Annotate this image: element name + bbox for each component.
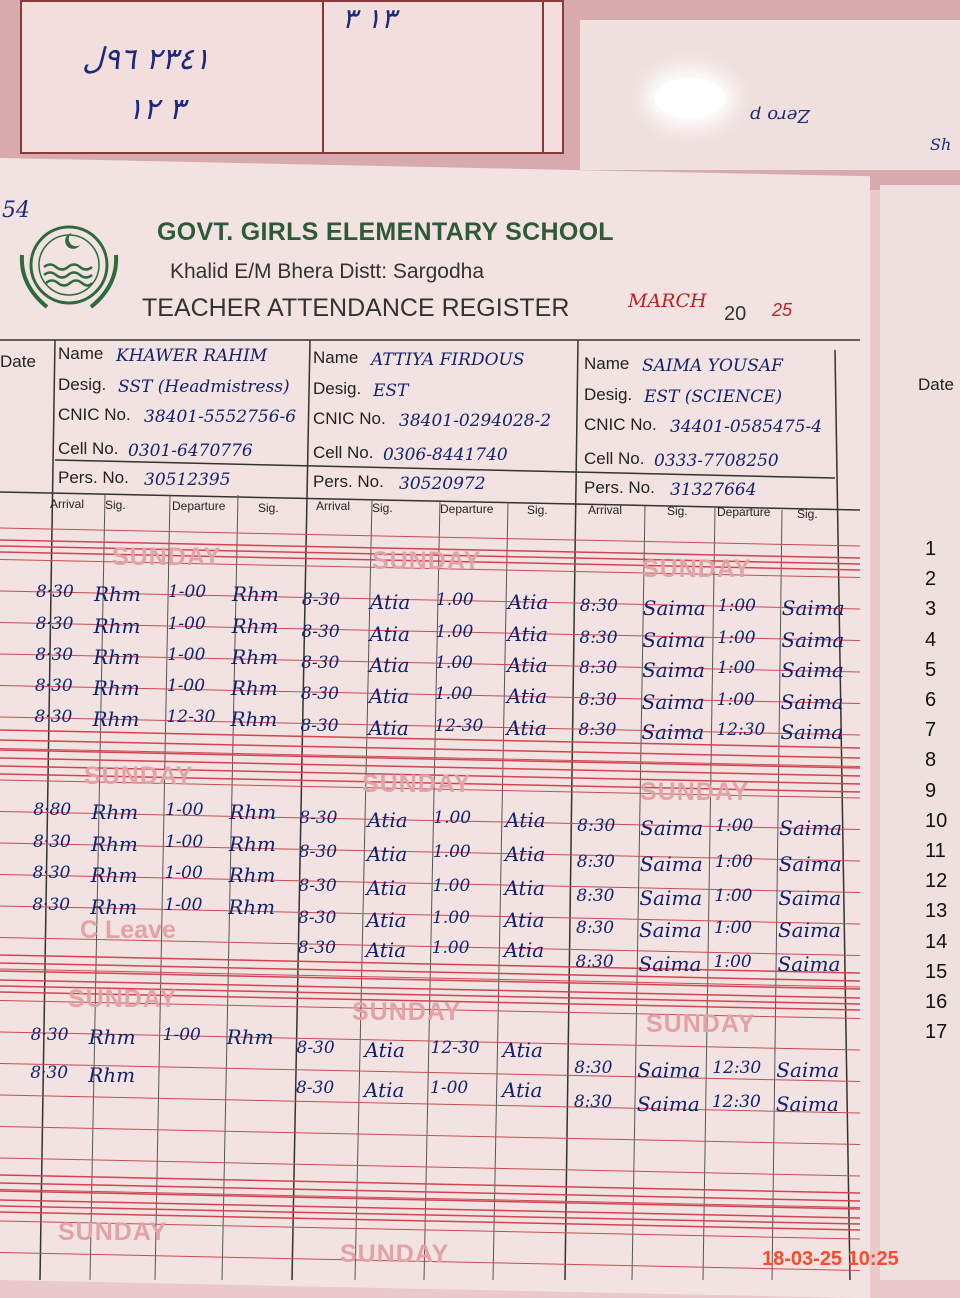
arrival-signature: Atia <box>367 808 408 832</box>
arrival-signature: Rhm <box>90 895 138 919</box>
departure-time: 1-00 <box>162 1025 201 1045</box>
departure-signature: Atia <box>506 716 547 740</box>
arrival-signature: Atia <box>366 842 408 866</box>
pers-label: Pers. No. <box>584 478 655 497</box>
arrival-signature: Rhm <box>90 832 138 856</box>
arrival-time: 8·30 <box>35 582 74 602</box>
arrival-column-header: Arrival <box>316 499 351 514</box>
arrival-time: 8:30 <box>577 816 616 836</box>
arrival-time: 8-30 <box>297 938 336 958</box>
desig-label: Desig. <box>58 374 107 394</box>
right-page-row-number: 17 <box>925 1021 948 1044</box>
arrival-signature: Rhm <box>88 1025 136 1049</box>
departure-signature: Saima <box>779 816 843 840</box>
departure-time: 1-00 <box>164 863 203 883</box>
arrival-time: 8-30 <box>298 876 337 896</box>
departure-time: 1.00 <box>435 653 473 673</box>
corner-mark: 54 <box>2 198 30 223</box>
register-year-suffix: 25 <box>772 300 793 320</box>
arrival-time: 8·80 <box>33 800 72 820</box>
arrival-time: 8:30 <box>579 596 618 616</box>
register-year-prefix: 20 <box>724 303 747 325</box>
arrival-time: 8-30 <box>298 842 338 862</box>
background-note: Zero p <box>750 105 810 126</box>
cnic-label: CNIC No. <box>58 405 131 424</box>
arrival-signature: Atia <box>364 1078 405 1102</box>
cnic-label: CNIC No. <box>584 415 657 434</box>
teacher-cnic: 38401-5552756-6 <box>144 407 297 427</box>
departure-time: 1:00 <box>717 628 756 648</box>
arrival-signature: Atia <box>369 622 410 646</box>
arrival-signature: Atia <box>369 590 411 614</box>
teacher-desig: EST <box>373 380 409 401</box>
departure-time: 12:30 <box>711 1092 761 1112</box>
departure-time: 1:00 <box>713 952 752 972</box>
arrival-signature: Rhm <box>90 863 138 887</box>
arrival-signature: Saima <box>641 720 705 744</box>
departure-time: 1:00 <box>717 658 756 678</box>
right-page-row-number: 15 <box>925 960 948 983</box>
background-note: Sh <box>930 135 952 154</box>
teacher-cnic: 34401-0585475-4 <box>670 417 823 437</box>
arrival-time: 8·30 <box>32 832 71 852</box>
arrival-time: 8-30 <box>300 716 339 736</box>
arrival-signature: Rhm <box>93 614 141 638</box>
sunday-mark: SUNDAY <box>352 998 462 1026</box>
arrival-signature: Rhm <box>91 800 139 824</box>
arrival-time: 8·30 <box>35 645 74 665</box>
departure-signature: Atia <box>503 938 545 962</box>
right-page-row-number: 4 <box>925 628 937 651</box>
departure-signature: Atia <box>504 876 545 900</box>
arrival-signature: Atia <box>364 1038 405 1062</box>
departure-signature: Rhm <box>226 1025 274 1049</box>
right-page-row-number: 3 <box>925 598 937 621</box>
school-name: GOVT. GIRLS ELEMENTARY SCHOOL <box>157 218 614 246</box>
arrival-time: 8:30 <box>579 628 618 648</box>
departure-signature: Atia <box>504 908 545 932</box>
desig-label: Desig. <box>584 384 633 404</box>
background-paper <box>580 20 960 170</box>
arrival-time: 8:30 <box>579 658 618 678</box>
departure-time: 1.00 <box>434 684 473 704</box>
arrival-signature: Saima <box>636 1092 700 1116</box>
departure-time: 1.00 <box>435 622 474 642</box>
background-note: ٢٣٤١ ٩٦ل <box>82 42 211 77</box>
arrival-signature: Rhm <box>92 707 140 731</box>
departure-time: 1-00 <box>167 582 207 602</box>
arrival-signature: Atia <box>366 908 407 932</box>
next-page <box>880 185 960 1280</box>
right-page-row-number: 8 <box>925 749 937 772</box>
teacher-name: ATTIYA FIRDOUS <box>371 350 525 370</box>
right-page-row-number: 13 <box>925 900 948 923</box>
sunday-mark: SUNDAY <box>112 543 222 571</box>
departure-signature: Rhm <box>231 645 279 669</box>
right-page-row-number: 9 <box>925 779 937 802</box>
right-page-row-number: 7 <box>925 719 937 742</box>
departure-signature: Atia <box>506 684 548 708</box>
arrival-time: 8:30 <box>574 1058 613 1078</box>
departure-signature: Saima <box>777 918 841 942</box>
departure-signature: Atia <box>504 842 546 866</box>
teacher-desig: EST (SCIENCE) <box>644 386 783 407</box>
departure-time: 1:00 <box>713 918 753 938</box>
arrival-signature: Saima <box>638 952 702 976</box>
departure-signature: Saima <box>780 690 844 714</box>
teacher-name: KHAWER RAHIM <box>116 346 268 366</box>
right-page-row-number: 14 <box>925 930 948 953</box>
arrival-time: 8·30 <box>32 895 71 915</box>
departure-time: 1:00 <box>715 816 754 836</box>
teacher-cell: 0301-6470776 <box>128 440 253 461</box>
departure-time: 1-00 <box>166 676 206 696</box>
arrival-time: 8-30 <box>300 684 339 704</box>
departure-signature: Rhm <box>231 614 279 638</box>
arrival-signature: Saima <box>637 1058 701 1082</box>
arrival-signature: Saima <box>638 918 702 942</box>
arrival-signature: Saima <box>642 596 706 620</box>
departure-signature: Saima <box>780 720 844 744</box>
sunday-mark: SUNDAY <box>84 762 194 790</box>
arrival-time: 8:30 <box>576 852 615 872</box>
background-note: ١٣ ٣ <box>342 2 397 35</box>
departure-signature: Rhm <box>229 800 277 824</box>
cell-label: Cell No. <box>58 438 119 458</box>
arrival-signature: Saima <box>642 658 705 682</box>
departure-time: 12:30 <box>716 720 766 740</box>
name-label: Name <box>58 344 104 363</box>
departure-signature: Rhm <box>230 707 278 731</box>
photo-timestamp: 18-03-25 10:25 <box>762 1248 899 1270</box>
departure-signature: Saima <box>778 886 842 910</box>
teacher-pers: 31327664 <box>670 480 757 500</box>
teacher-pers: 30520972 <box>399 474 486 494</box>
departure-time: 1:00 <box>714 886 753 906</box>
arrival-signature: Saima <box>642 628 706 652</box>
desig-label: Desig. <box>313 378 362 398</box>
sunday-mark: SUNDAY <box>642 555 752 583</box>
right-page-row-number: 2 <box>925 568 937 591</box>
departure-signature: Rhm <box>228 863 276 887</box>
arrival-signature: Saima <box>639 852 703 876</box>
departure-time: 1:00 <box>717 596 756 616</box>
arrival-time: 8·30 <box>34 676 73 696</box>
arrival-signature: Atia <box>369 653 410 677</box>
departure-time: 1.00 <box>432 908 470 928</box>
arrival-time: 8-30 <box>301 622 340 642</box>
arrival-time: 8-30 <box>296 1038 335 1058</box>
departure-signature: Atia <box>502 1038 543 1062</box>
arrival-signature: Rhm <box>93 582 141 606</box>
register-month: MARCH <box>628 290 707 312</box>
pers-label: Pers. No. <box>313 472 384 491</box>
departure-signature: Atia <box>507 590 549 614</box>
departure-signature: Saima <box>781 628 845 652</box>
departure-signature: Saima <box>778 852 842 876</box>
departure-signature: Rhm <box>228 895 276 919</box>
departure-column-header: Departure <box>717 505 771 520</box>
departure-time: 1.00 <box>433 808 472 828</box>
teacher-cnic: 38401-0294028-2 <box>399 411 552 431</box>
arrival-time: 8·30 <box>30 1063 69 1083</box>
date-header: Date <box>0 352 36 371</box>
right-page-row-number: 6 <box>925 689 937 711</box>
arrival-time: 8·30 <box>35 614 74 634</box>
departure-time: 1-00 <box>167 614 206 634</box>
signature-column-header: Sig. <box>372 500 393 515</box>
departure-signature: Saima <box>777 952 841 976</box>
right-page-row-number: 16 <box>925 991 948 1013</box>
right-page-row-number: 1 <box>925 538 937 560</box>
departure-signature: Rhm <box>231 582 279 606</box>
departure-signature: Rhm <box>230 676 278 700</box>
arrival-time: 8:30 <box>576 886 615 906</box>
background-note: ٣ ١٢ <box>127 92 185 127</box>
right-page-row-number: 5 <box>925 658 937 681</box>
cnic-label: CNIC No. <box>313 409 386 428</box>
sunday-mark: SUNDAY <box>340 1240 450 1268</box>
departure-time: 1.00 <box>431 938 470 958</box>
sunday-mark: SUNDAY <box>58 1218 168 1246</box>
arrival-signature: Saima <box>640 816 704 840</box>
departure-signature: Rhm <box>228 832 276 856</box>
sunday-mark: SUNDAY <box>646 1010 756 1038</box>
departure-time: 1-00 <box>164 832 204 852</box>
departure-column-header: Departure <box>172 499 226 514</box>
signature-column-header: Sig. <box>527 503 548 517</box>
name-label: Name <box>584 354 630 373</box>
arrival-signature: Saima <box>639 886 703 910</box>
departure-time: 12-30 <box>434 716 484 736</box>
right-page-row-number: 12 <box>925 870 948 893</box>
departure-signature: Atia <box>505 808 546 832</box>
teacher-name: SAIMA YOUSAF <box>642 356 783 376</box>
arrival-column-header: Arrival <box>50 497 85 511</box>
signature-column-header: Sig. <box>105 498 126 513</box>
departure-time: 1:00 <box>714 852 753 872</box>
arrival-signature: Atia <box>365 938 407 962</box>
register-title: TEACHER ATTENDANCE REGISTER <box>142 294 570 322</box>
departure-signature: Atia <box>507 622 548 646</box>
departure-time: 1-00 <box>165 800 204 820</box>
signature-column-header: Sig. <box>258 500 279 515</box>
cell-label: Cell No. <box>313 442 374 462</box>
teacher-cell: 0306-8441740 <box>383 444 508 465</box>
arrival-signature: Rhm <box>88 1063 136 1087</box>
arrival-time: 8-30 <box>298 908 337 928</box>
departure-time: 12-30 <box>430 1038 480 1058</box>
arrival-time: 8-30 <box>296 1078 335 1098</box>
departure-signature: Atia <box>502 1078 543 1102</box>
pers-label: Pers. No. <box>58 468 129 487</box>
arrival-time: 8:30 <box>578 720 617 740</box>
departure-signature: Saima <box>776 1058 840 1082</box>
arrival-signature: Saima <box>641 690 705 714</box>
name-label: Name <box>313 348 359 367</box>
background-register-card <box>20 0 564 154</box>
arrival-signature: Atia <box>366 876 407 900</box>
departure-time: 1-00 <box>167 645 206 665</box>
departure-signature: Saima <box>775 1092 839 1116</box>
arrival-time: 8:30 <box>575 952 614 972</box>
arrival-column-header: Arrival <box>588 503 623 517</box>
arrival-time: 8:30 <box>575 918 615 938</box>
departure-time: 12-30 <box>166 707 216 727</box>
sunday-mark: SUNDAY <box>68 985 178 1013</box>
departure-time: 1:00 <box>716 690 755 710</box>
right-page-date-header: Date <box>918 375 954 394</box>
signature-column-header: Sig. <box>667 504 688 519</box>
right-page-row-number: 11 <box>925 840 946 862</box>
departure-time: 12:30 <box>712 1058 762 1078</box>
departure-signature: Saima <box>781 658 844 682</box>
arrival-time: 8-30 <box>301 590 341 610</box>
sunday-mark: SUNDAY <box>362 770 472 798</box>
departure-time: 1-00 <box>430 1078 469 1098</box>
arrival-signature: Rhm <box>93 645 141 669</box>
teacher-pers: 30512395 <box>144 470 231 490</box>
arrival-time: 8:30 <box>573 1092 613 1112</box>
teacher-desig: SST (Headmistress) <box>118 376 290 397</box>
departure-time: 1-00 <box>164 895 203 915</box>
departure-time: 1.00 <box>432 876 471 896</box>
right-page-row-number: 10 <box>925 809 948 832</box>
arrival-signature: Atia <box>368 716 409 740</box>
departure-time: 1.00 <box>435 590 474 610</box>
sunday-mark: SUNDAY <box>640 778 750 806</box>
sunday-mark: SUNDAY <box>372 547 482 575</box>
school-address: Khalid E/M Bhera Distt: Sargodha <box>170 260 484 283</box>
cell-label: Cell No. <box>584 448 645 468</box>
signature-column-header: Sig. <box>797 506 818 521</box>
departure-time: 1.00 <box>432 842 471 862</box>
arrival-time: 8·30 <box>34 707 73 727</box>
departure-column-header: Departure <box>440 501 494 516</box>
arrival-time: 8·30 <box>32 863 71 883</box>
arrival-time: 8-30 <box>299 808 338 828</box>
punjab-logo <box>14 215 124 315</box>
arrival-time: 8·30 <box>30 1025 69 1045</box>
arrival-signature: Rhm <box>92 676 140 700</box>
casual-leave-label: C Leave <box>80 916 176 944</box>
departure-signature: Saima <box>781 596 845 620</box>
light-glare <box>655 78 725 118</box>
departure-signature: Atia <box>507 653 548 677</box>
arrival-signature: Atia <box>368 684 410 708</box>
arrival-time: 8:30 <box>578 690 617 710</box>
arrival-time: 8-30 <box>301 653 340 673</box>
teacher-cell: 0333-7708250 <box>654 450 779 471</box>
